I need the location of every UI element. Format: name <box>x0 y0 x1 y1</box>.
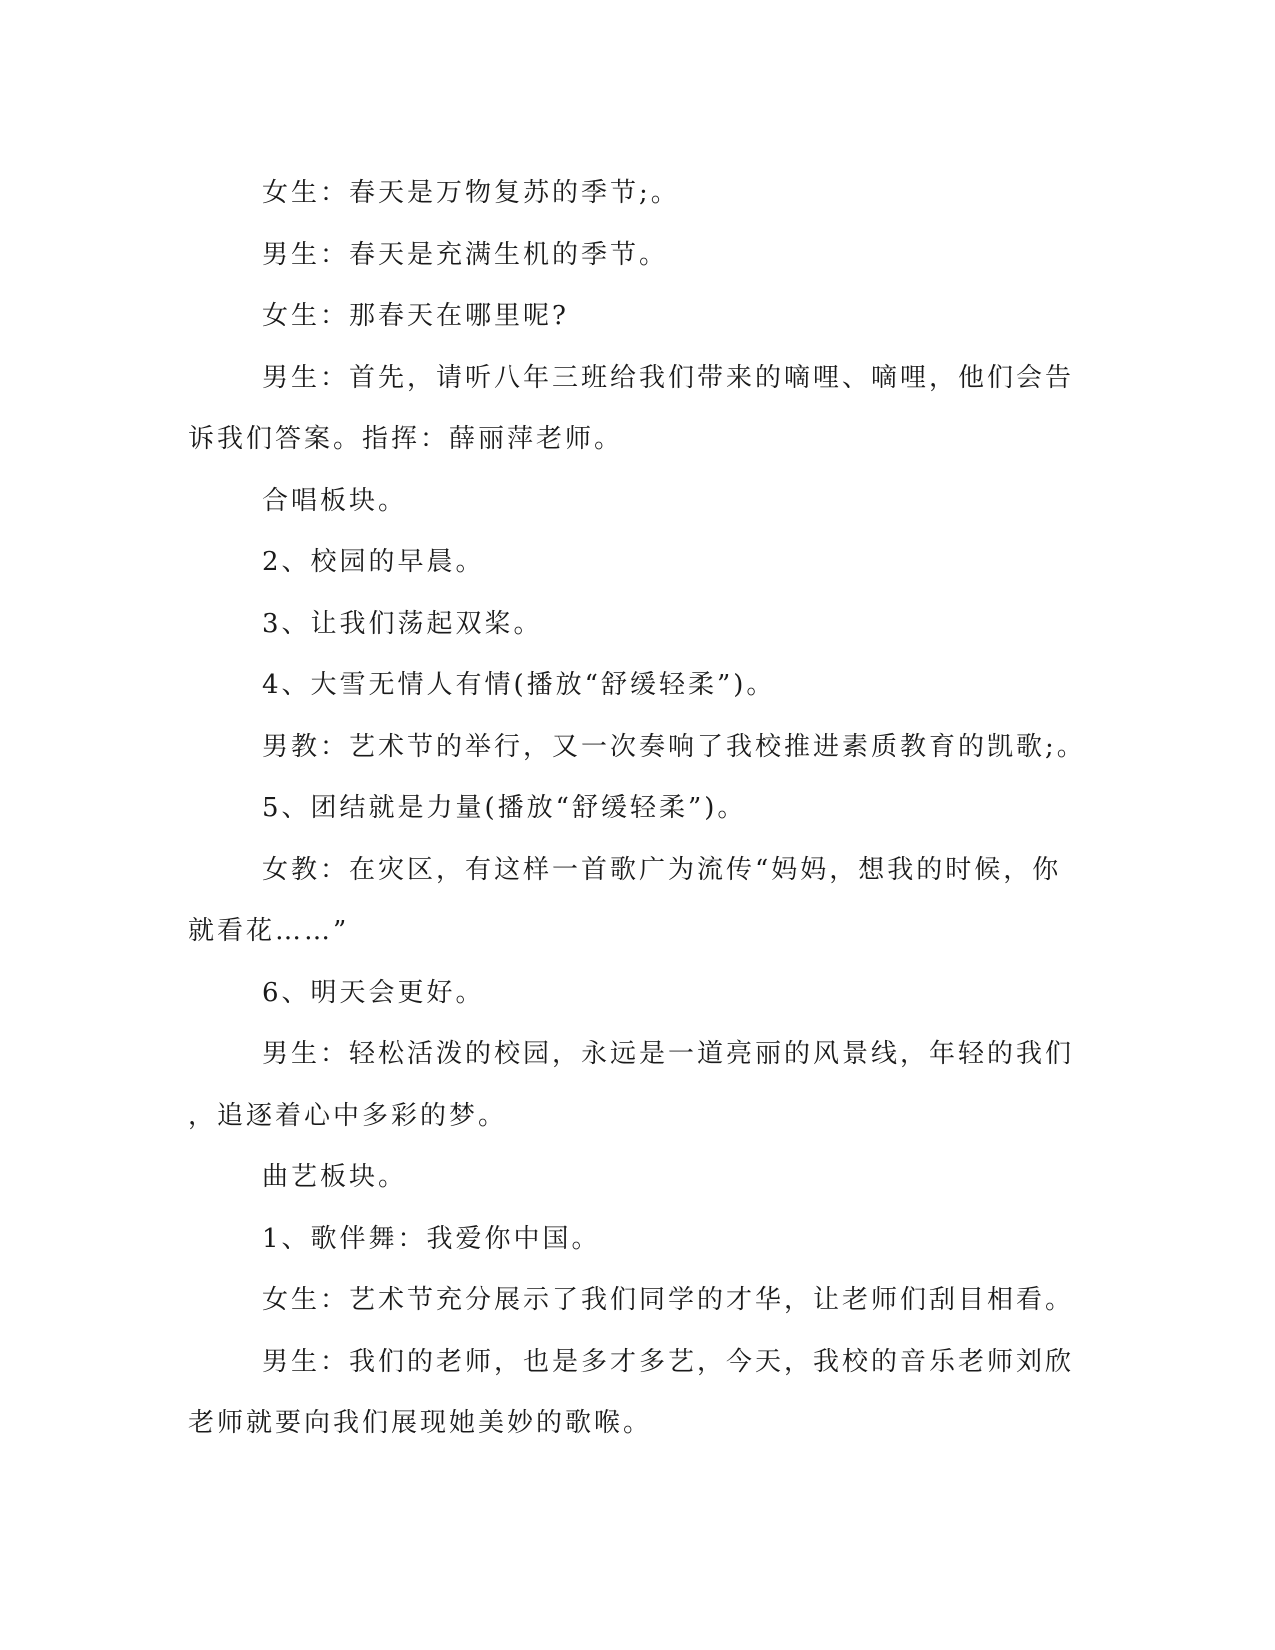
program-item <box>188 963 1078 1025</box>
program-item <box>188 1209 1078 1271</box>
paragraph <box>188 348 1078 471</box>
paragraph-line: 2、校园的早晨。 <box>262 547 485 577</box>
paragraph-line: 女生：那春天在哪里呢? <box>262 301 569 331</box>
paragraph-line: 男生：轻松活泼的校园，永远是一道亮丽的风景线，年轻的我们 <box>262 1039 1075 1069</box>
program-item <box>188 532 1078 594</box>
paragraph-line: 4、大雪无情人有情(播放“舒缓轻柔”)。 <box>262 670 776 700</box>
paragraph-line: 女教：在灾区，有这样一首歌广为流传“妈妈，想我的时候，你 <box>262 854 1062 885</box>
paragraph-line: 1、歌伴舞：我爱你中国。 <box>262 1223 601 1254</box>
paragraph <box>188 840 1078 963</box>
program-item <box>188 594 1078 656</box>
paragraph-line: 就看花……” <box>188 916 350 946</box>
paragraph-line: 3、让我们荡起双桨。 <box>262 608 543 639</box>
paragraph <box>188 1270 1078 1332</box>
paragraph-line: 5、团结就是力量(播放“舒缓轻柔”)。 <box>262 793 747 823</box>
paragraph-line: 男生：首先，请听八年三班给我们带来的嘀哩、嘀哩，他们会告 <box>262 362 1075 393</box>
paragraph-line: 女生：春天是万物复苏的季节;。 <box>262 178 680 208</box>
paragraph-line: 合唱板块。 <box>262 485 408 516</box>
paragraph-line: 男教：艺术节的举行，又一次奏响了我校推进素质教育的凯歌;。 <box>262 731 1086 762</box>
program-item <box>188 655 1078 717</box>
paragraph <box>188 717 1086 779</box>
paragraph-line: 6、明天会更好。 <box>262 977 485 1008</box>
paragraph <box>188 225 1078 287</box>
paragraph-line: ，追逐着心中多彩的梦。 <box>188 1100 508 1131</box>
document-body <box>188 163 1086 1455</box>
section-heading <box>188 471 1078 533</box>
paragraph <box>188 286 1078 348</box>
paragraph-line: 男生：春天是充满生机的季节。 <box>262 239 669 270</box>
paragraph <box>188 1024 1078 1147</box>
paragraph-line: 男生：我们的老师，也是多才多艺，今天，我校的音乐老师刘欣 <box>262 1346 1075 1377</box>
program-item <box>188 778 1078 840</box>
paragraph-line: 老师就要向我们展现她美妙的歌喉。 <box>188 1408 653 1438</box>
paragraph-line: 诉我们答案。指挥：薛丽萍老师。 <box>188 424 624 454</box>
section-heading <box>188 1147 1078 1209</box>
paragraph-line: 女生：艺术节充分展示了我们同学的才华，让老师们刮目相看。 <box>262 1285 1075 1315</box>
paragraph-line: 曲艺板块。 <box>262 1162 408 1192</box>
paragraph <box>188 163 1078 225</box>
paragraph <box>188 1332 1078 1455</box>
